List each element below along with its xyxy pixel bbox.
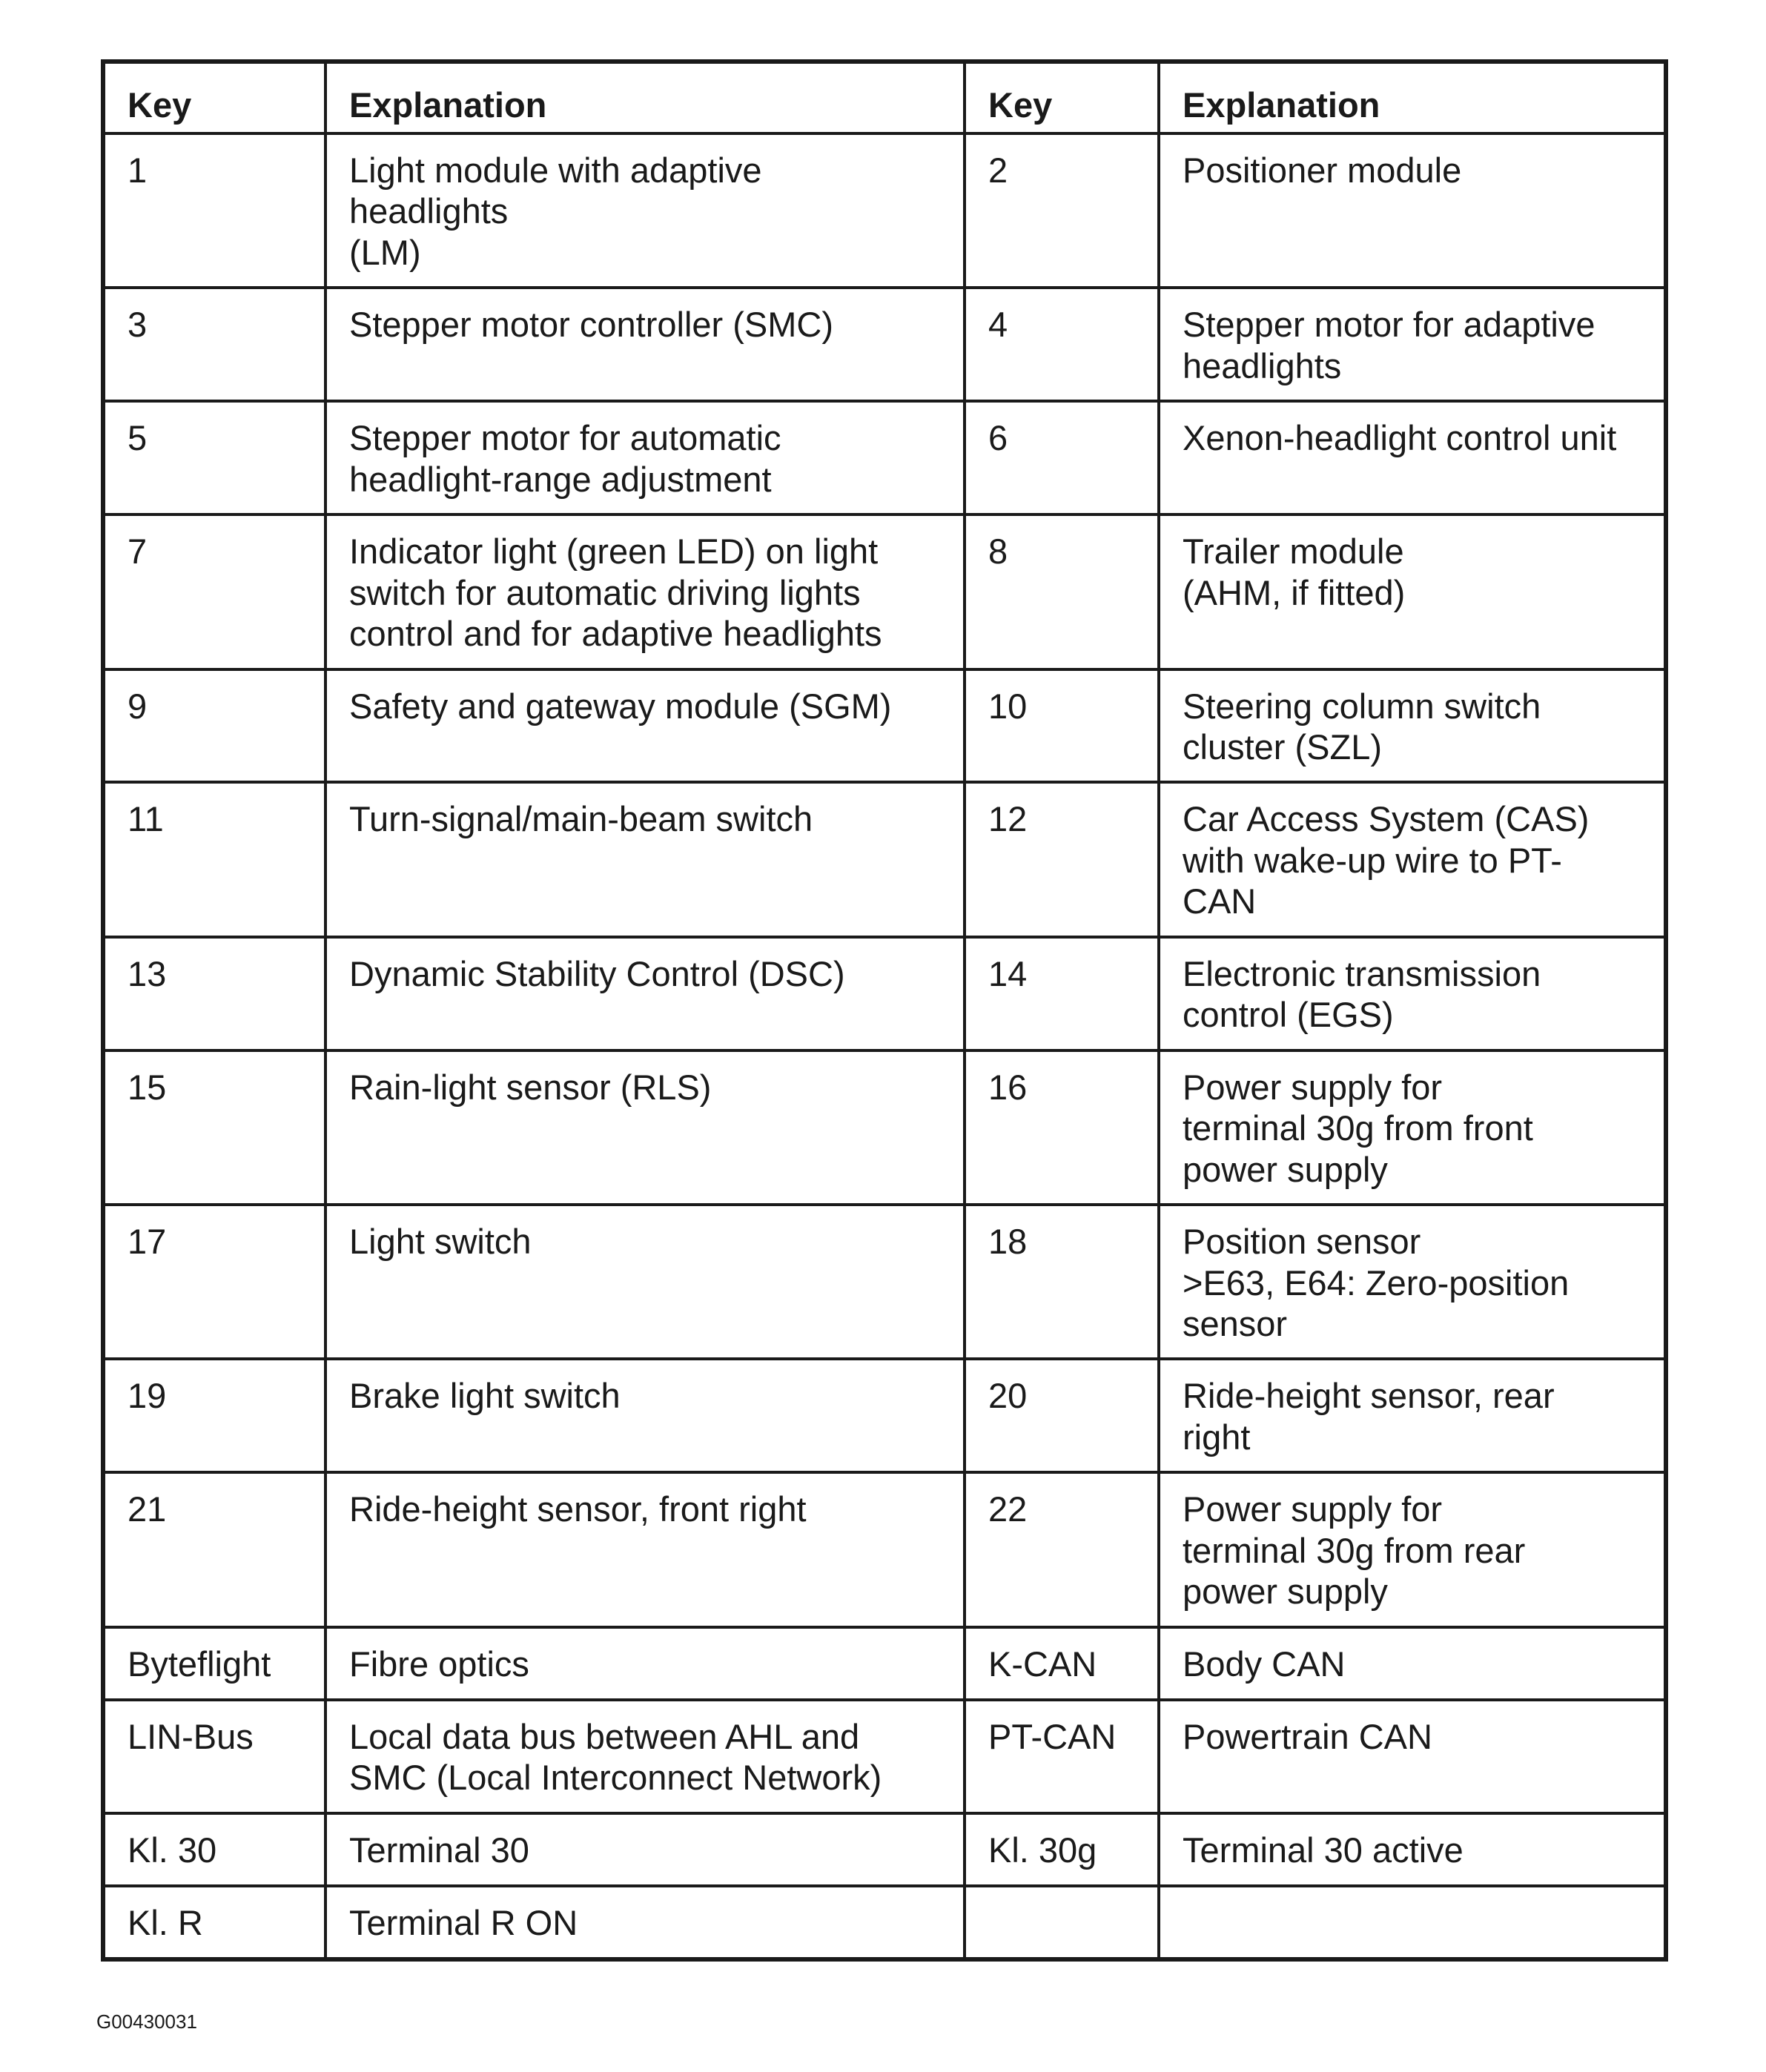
key-cell: 19	[103, 1359, 325, 1472]
explanation-cell: Terminal 30 active	[1159, 1813, 1666, 1886]
explanation-cell: Brake light switch	[325, 1359, 965, 1472]
explanation-cell: Rain-light sensor (RLS)	[325, 1050, 965, 1205]
explanation-cell: Power supply for terminal 30g from rear power supply	[1159, 1472, 1666, 1626]
explanation-cell: Xenon-headlight control unit	[1159, 401, 1666, 514]
header-row	[103, 62, 1666, 133]
table-row	[103, 782, 1666, 936]
key-cell: 9	[103, 669, 325, 783]
key-cell: 6	[965, 401, 1159, 514]
explanation-cell: Local data bus between AHL and SMC (Local Interconnect Network)	[325, 1700, 965, 1813]
key-cell: 12	[965, 782, 1159, 936]
explanation-cell: Steering column switch cluster (SZL)	[1159, 669, 1666, 783]
table-row	[103, 1627, 1666, 1700]
explanation-cell: Car Access System (CAS) with wake-up wire to PT- CAN	[1159, 782, 1666, 936]
explanation-cell: Power supply for terminal 30g from front power supply	[1159, 1050, 1666, 1205]
key-cell: K-CAN	[965, 1627, 1159, 1700]
key-cell: Kl. 30	[103, 1813, 325, 1886]
key-cell: 4	[965, 288, 1159, 401]
key-cell: 8	[965, 514, 1159, 669]
table-row	[103, 1886, 1666, 1959]
table-row	[103, 514, 1666, 669]
table-row	[103, 401, 1666, 514]
key-cell: 22	[965, 1472, 1159, 1626]
explanation-cell: Stepper motor controller (SMC)	[325, 288, 965, 401]
key-cell	[965, 1886, 1159, 1959]
explanation-cell: Safety and gateway module (SGM)	[325, 669, 965, 783]
explanation-cell: Terminal 30	[325, 1813, 965, 1886]
table-row	[103, 1050, 1666, 1205]
key-cell: 7	[103, 514, 325, 669]
explanation-cell: Dynamic Stability Control (DSC)	[325, 937, 965, 1050]
explanation-cell	[1159, 1886, 1666, 1959]
key-cell: Kl. R	[103, 1886, 325, 1959]
table-row	[103, 1359, 1666, 1472]
legend-table	[101, 59, 1668, 1962]
explanation-cell: Light switch	[325, 1205, 965, 1359]
table-row	[103, 1813, 1666, 1886]
key-cell: Kl. 30g	[965, 1813, 1159, 1886]
key-cell: PT-CAN	[965, 1700, 1159, 1813]
key-cell: 21	[103, 1472, 325, 1626]
table-row	[103, 288, 1666, 401]
table-row	[103, 937, 1666, 1050]
key-cell: Byteflight	[103, 1627, 325, 1700]
key-cell: 1	[103, 133, 325, 288]
table-row	[103, 1205, 1666, 1359]
explanation-cell: Turn-signal/main-beam switch	[325, 782, 965, 936]
explanation-cell: Positioner module	[1159, 133, 1666, 288]
explanation-cell: Ride-height sensor, rear right	[1159, 1359, 1666, 1472]
key-cell: 5	[103, 401, 325, 514]
explanation-header: Explanation	[1159, 62, 1666, 133]
key-cell: 10	[965, 669, 1159, 783]
key-cell: 3	[103, 288, 325, 401]
explanation-cell: Fibre optics	[325, 1627, 965, 1700]
explanation-cell: Position sensor >E63, E64: Zero-position sensor	[1159, 1205, 1666, 1359]
key-cell: 13	[103, 937, 325, 1050]
explanation-cell: Powertrain CAN	[1159, 1700, 1666, 1813]
key-cell: 18	[965, 1205, 1159, 1359]
explanation-cell: Trailer module (AHM, if fitted)	[1159, 514, 1666, 669]
explanation-cell: Terminal R ON	[325, 1886, 965, 1959]
explanation-header: Explanation	[325, 62, 965, 133]
key-cell: 16	[965, 1050, 1159, 1205]
key-cell: 14	[965, 937, 1159, 1050]
explanation-cell: Stepper motor for adaptive headlights	[1159, 288, 1666, 401]
explanation-cell: Body CAN	[1159, 1627, 1666, 1700]
key-header: Key	[103, 62, 325, 133]
key-cell: LIN-Bus	[103, 1700, 325, 1813]
figure-code: G00430031	[96, 2010, 197, 2033]
explanation-cell: Indicator light (green LED) on light switch for automatic driving lights control and for adaptive headlights	[325, 514, 965, 669]
table-row	[103, 1472, 1666, 1626]
table-row	[103, 669, 1666, 783]
explanation-cell: Stepper motor for automatic headlight-range adjustment	[325, 401, 965, 514]
key-cell: 11	[103, 782, 325, 936]
explanation-cell: Ride-height sensor, front right	[325, 1472, 965, 1626]
key-header: Key	[965, 62, 1159, 133]
explanation-cell: Light module with adaptive headlights (LM)	[325, 133, 965, 288]
key-cell: 15	[103, 1050, 325, 1205]
explanation-cell: Electronic transmission control (EGS)	[1159, 937, 1666, 1050]
key-cell: 17	[103, 1205, 325, 1359]
table-row	[103, 133, 1666, 288]
key-cell: 2	[965, 133, 1159, 288]
key-cell: 20	[965, 1359, 1159, 1472]
table-row	[103, 1700, 1666, 1813]
